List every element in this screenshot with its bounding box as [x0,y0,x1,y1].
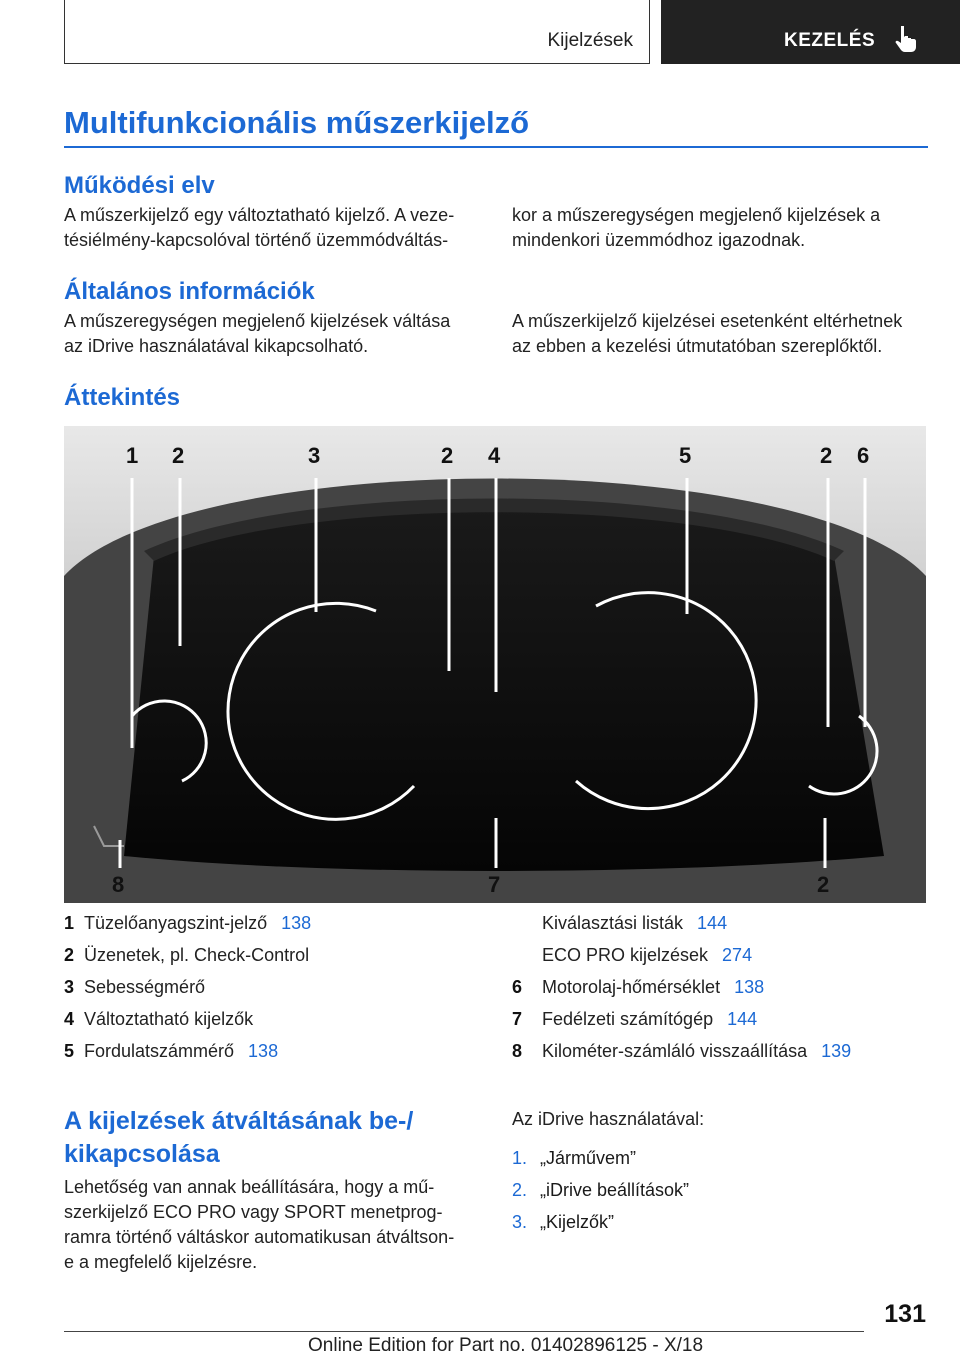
instrument-cluster-image [64,426,926,903]
legend-text: Fedélzeti számítógép [542,1009,714,1029]
legend-num: 2 [64,945,75,965]
legend-num: 4 [64,1009,75,1029]
step-text: „iDrive beállítások” [540,1180,690,1200]
text-line: A műszeregységen megjelenő kijelzések váltása [64,311,451,331]
switching-text [64,1175,454,1275]
legend-text: Fordulatszámmérő [84,1041,235,1061]
step-item [512,1212,689,1244]
callout-label: 2 [172,443,185,468]
text-line: mindenkori üzemmódhoz igazodnak. [512,230,806,250]
page-number: 131 [884,1300,926,1328]
principle-text-left [64,203,454,253]
callout-label: 2 [817,872,830,897]
text-line: A műszerkijelző kijelzései esetenként eltérhetnek [512,311,903,331]
legend-text: Kilométer-számláló visszaállítása [542,1041,808,1061]
step-num: 2. [512,1180,528,1200]
legend-item [512,945,851,977]
legend-item [64,1041,311,1073]
callout-label: 3 [308,443,321,468]
legend-text: Változtatható kijelzők [84,1009,254,1029]
header-section-label: Kijelzések [547,30,633,51]
callout-label: 6 [857,443,870,468]
legend-text: Tüzelőanyagszint-jelző [84,913,268,933]
principle-heading: Működési elv [64,172,215,199]
hand-pointer-icon [893,24,919,52]
text-line: e a megfelelő kijelzésre. [64,1252,258,1272]
legend-num: 5 [64,1041,75,1061]
text-line: az iDrive használatával kikapcsolható. [64,336,369,356]
legend-num: 6 [512,977,523,997]
step-item [512,1148,689,1180]
legend-item [512,1009,851,1041]
legend-item [64,945,311,977]
text-line: kor a műszeregységen megjelenő kijelzések a [512,205,881,225]
page-ref-link[interactable]: 138 [248,1041,279,1061]
heading-line: kikapcsolása [64,1140,220,1168]
page-ref-link[interactable]: 138 [734,977,765,997]
legend-right [512,913,851,1073]
step-item [512,1180,689,1212]
legend-item [64,977,311,1009]
page-ref-link[interactable]: 144 [697,913,728,933]
header-tab-label: KEZELÉS [784,30,876,51]
heading-line: A kijelzések átváltásának be-/ [64,1107,414,1135]
step-text: „Kijelzők” [540,1212,615,1232]
legend-text: ECO PRO kijelzések [542,945,709,965]
legend-item [512,1041,851,1073]
text-line: A műszerkijelző egy változtatható kijelző. A veze- [64,205,455,225]
header-tab[interactable] [661,0,960,64]
step-text: „Járművem” [540,1148,637,1168]
legend-text: Motorolaj-hőmérséklet [542,977,721,997]
legend-item [64,913,311,945]
switching-heading [64,1105,413,1171]
title-divider [64,146,928,148]
page-ref-link[interactable]: 139 [821,1041,852,1061]
legend-num: 3 [64,977,75,997]
text-line: tésiélmény-kapcsolóval történő üzemmódváltás- [64,230,449,250]
page-ref-link[interactable]: 144 [727,1009,758,1029]
text-line: az ebben a kezelési útmutatóban szereplőktől. [512,336,883,356]
callout-label: 1 [126,443,139,468]
page-ref-link[interactable]: 274 [722,945,753,965]
page-title: Multifunkcionális műszerkijelző [64,105,530,140]
legend-text: Sebességmérő [84,977,206,997]
callout-label: 7 [488,872,501,897]
legend-item [512,913,851,945]
callout-label: 2 [441,443,454,468]
legend-text: Üzenetek, pl. Check-Control [84,945,310,965]
legend-num: 7 [512,1009,523,1029]
step-num: 3. [512,1212,528,1232]
general-text-left [64,309,450,359]
principle-text-right [512,203,880,253]
general-text-right [512,309,902,359]
callout-label: 4 [488,443,501,468]
footer-edition: Online Edition for Part no. 01402896125 - X/18 [308,1335,704,1356]
callout-label: 5 [679,443,692,468]
callout-label: 8 [112,872,125,897]
text-line: Lehetőség van annak beállítására, hogy a mű- [64,1177,435,1197]
legend-item [64,1009,311,1041]
legend-num: 1 [64,913,75,933]
text-line: ramra történő váltáskor automatikusan átváltson- [64,1227,455,1247]
callout-label: 2 [820,443,833,468]
page-ref-link[interactable]: 138 [281,913,312,933]
steps-list [512,1148,689,1244]
step-num: 1. [512,1148,528,1168]
header-section-box [64,0,650,64]
legend-item [512,977,851,1009]
footer-divider [64,1331,864,1332]
text-line: szerkijelző ECO PRO vagy SPORT menetprog- [64,1202,443,1222]
overview-heading: Áttekintés [64,384,181,411]
legend-text: Kiválasztási listák [542,913,684,933]
legend-num: 8 [512,1041,523,1061]
general-heading: Általános információk [64,278,315,305]
legend-left [64,913,311,1073]
idrive-intro: Az iDrive használatával: [512,1109,705,1129]
callout-labels [64,426,926,903]
